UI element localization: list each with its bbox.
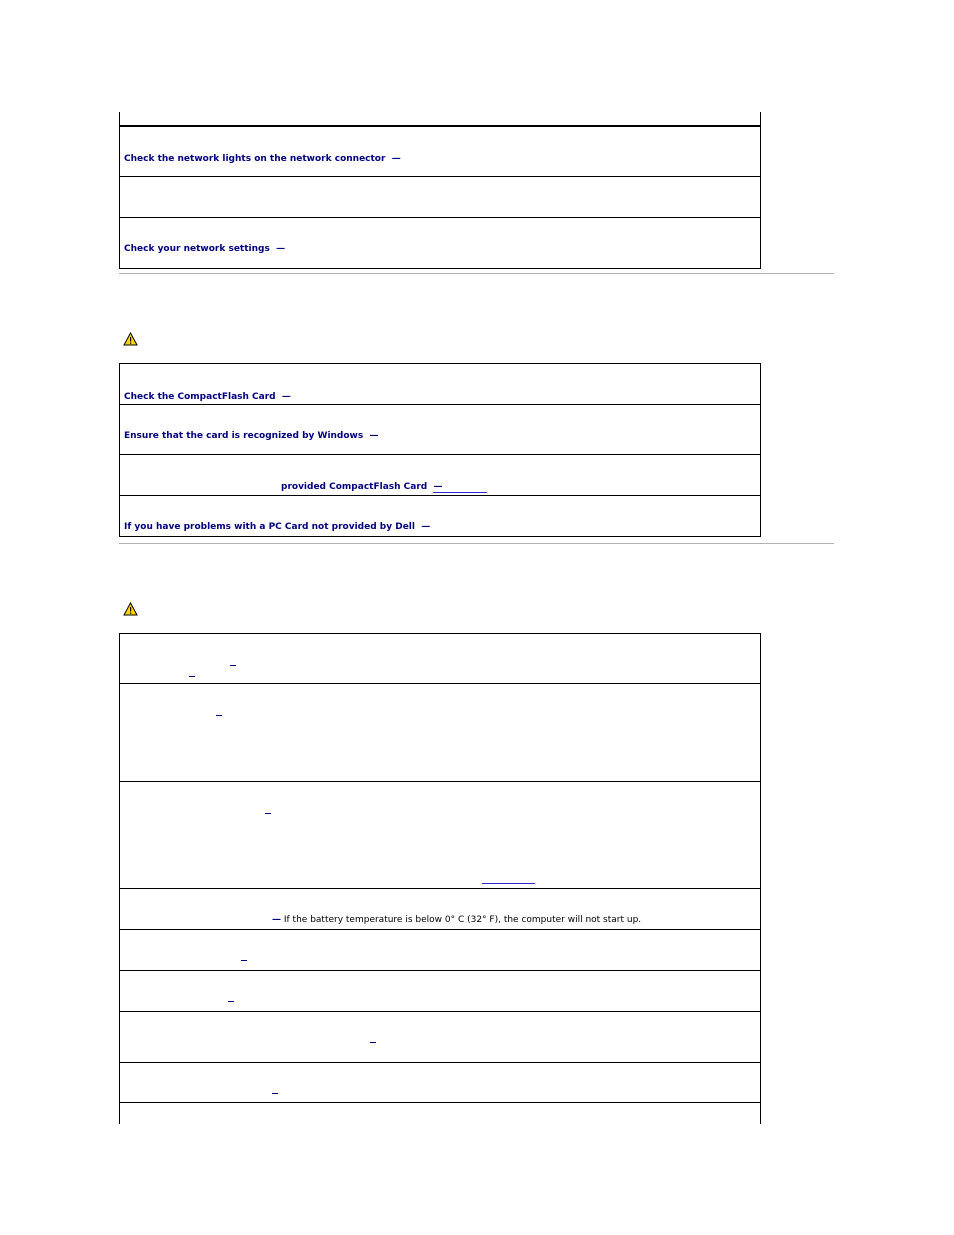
battery-temperature-note: — If the battery temperature is below 0° C (32° F), the computer will not start up. (272, 915, 642, 925)
table-row (120, 112, 760, 126)
table-row (120, 1012, 760, 1063)
card-recognized-label: Ensure that the card is recognized by Windows — (124, 431, 379, 441)
table-row (120, 1103, 760, 1124)
section-divider (119, 273, 834, 274)
table-row (120, 455, 760, 496)
table-row (120, 782, 760, 889)
table-row (120, 363, 760, 405)
table-row (120, 889, 760, 930)
dash-link[interactable] (230, 665, 236, 666)
section-divider (119, 543, 834, 544)
table-row (120, 496, 760, 537)
network-lights-label: Check the network lights on the network connector — (124, 154, 401, 164)
dash-link[interactable] (265, 813, 271, 814)
dash-link[interactable] (370, 1042, 376, 1043)
provided-card-label: provided CompactFlash Card — (281, 482, 443, 492)
card-troubleshooting-table (119, 363, 761, 537)
table-row (120, 218, 760, 269)
card-link[interactable] (433, 492, 487, 493)
check-card-label: Check the CompactFlash Card — (124, 392, 291, 402)
table-row (120, 126, 760, 177)
network-settings-label: Check your network settings — (124, 244, 286, 254)
table-row (120, 684, 760, 782)
table-row (120, 971, 760, 1012)
warning-triangle-icon (123, 332, 138, 346)
dash-link[interactable] (228, 1001, 234, 1002)
dash-link[interactable] (216, 715, 222, 716)
table-row (120, 177, 760, 218)
power-troubleshooting-table (119, 633, 761, 1124)
dash-link[interactable] (241, 960, 247, 961)
network-troubleshooting-table (119, 112, 761, 269)
text-link[interactable] (482, 883, 535, 884)
dash-link[interactable] (189, 676, 195, 677)
table-row (120, 1063, 760, 1103)
non-dell-card-label: If you have problems with a PC Card not provided by Dell — (124, 522, 431, 532)
warning-triangle-icon (123, 602, 138, 616)
table-row (120, 633, 760, 684)
dash-link[interactable] (272, 1093, 278, 1094)
table-row (120, 405, 760, 455)
table-row (120, 930, 760, 971)
